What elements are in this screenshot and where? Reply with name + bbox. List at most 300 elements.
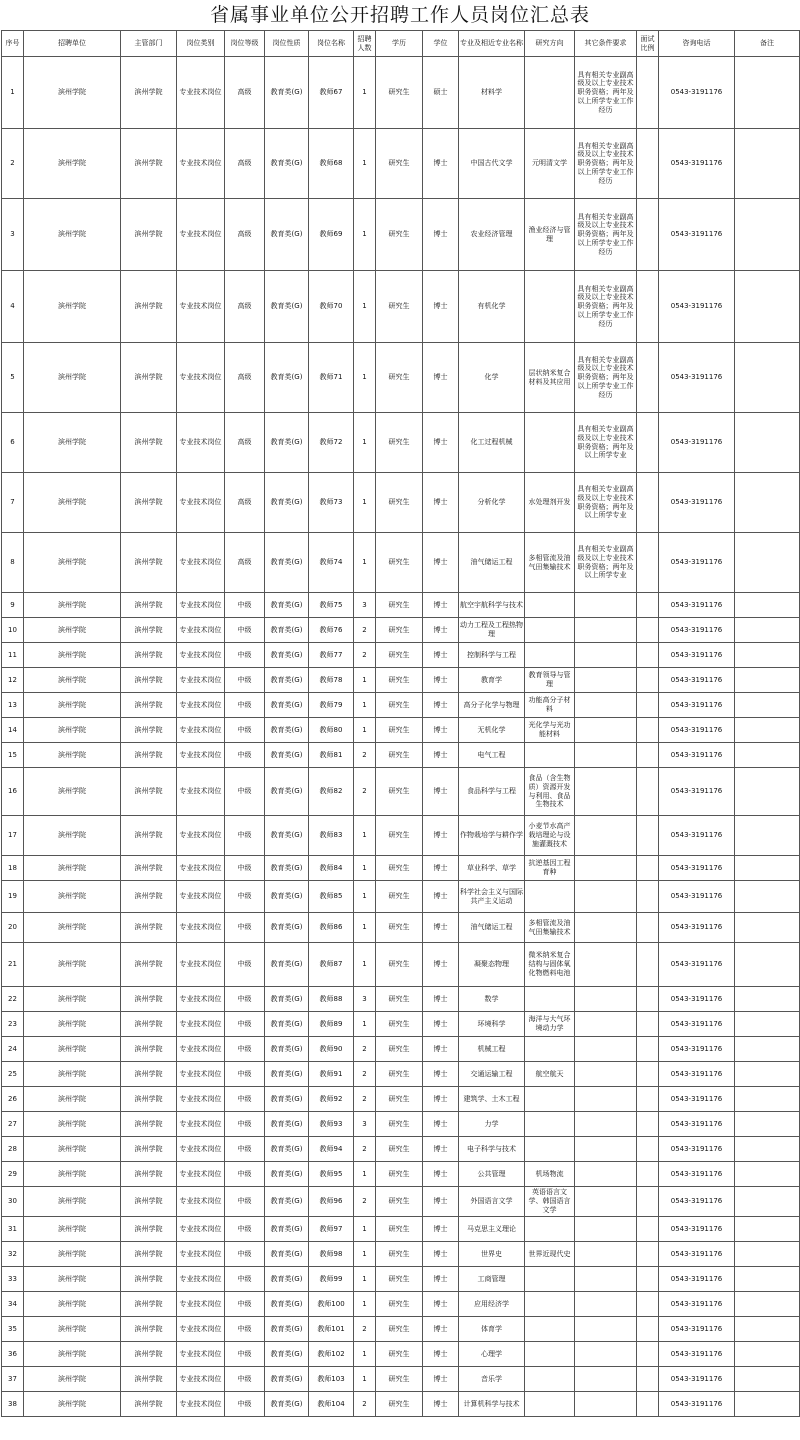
table-cell: 中级 [225, 1062, 265, 1087]
table-cell: 1 [354, 473, 376, 533]
table-cell: 中级 [225, 856, 265, 881]
table-cell: 23 [2, 1012, 24, 1037]
table-row [2, 1087, 800, 1112]
table-row [2, 743, 800, 768]
table-row [2, 1217, 800, 1242]
table-cell: 1 [354, 57, 376, 129]
table-cell: 食品（含生物质）资源开发与利用、食品生物技术 [525, 768, 575, 816]
table-cell: 滨州学院 [24, 816, 121, 856]
table-cell: 滨州学院 [121, 743, 177, 768]
table-cell: 1 [354, 1367, 376, 1392]
table-cell: 2 [2, 129, 24, 199]
table-row [2, 593, 800, 618]
table-cell: 1 [354, 1162, 376, 1187]
table-cell: 专业技术岗位 [177, 199, 225, 271]
table-cell: 博士 [423, 743, 459, 768]
table-cell: 博士 [423, 1087, 459, 1112]
table-cell: 研究生 [376, 816, 423, 856]
table-cell: 教师101 [309, 1317, 354, 1342]
table-cell: 0543-3191176 [659, 1342, 735, 1367]
table-cell: 专业技术岗位 [177, 1242, 225, 1267]
table-cell: 中级 [225, 987, 265, 1012]
table-cell: 1 [354, 533, 376, 593]
table-cell: 博士 [423, 987, 459, 1012]
table-cell: 研究生 [376, 1012, 423, 1037]
table-cell: 专业技术岗位 [177, 768, 225, 816]
table-cell: 高级 [225, 199, 265, 271]
table-cell: 研究生 [376, 881, 423, 913]
header-cell: 专业及相近专业名称 [459, 31, 525, 57]
table-cell: 22 [2, 987, 24, 1012]
table-cell: 滨州学院 [24, 129, 121, 199]
table-cell: 专业技术岗位 [177, 533, 225, 593]
table-cell: 数学 [459, 987, 525, 1012]
table-cell: 教育类(G) [265, 533, 309, 593]
table-cell: 0543-3191176 [659, 1267, 735, 1292]
table-cell: 中级 [225, 1137, 265, 1162]
table-cell: 35 [2, 1317, 24, 1342]
table-cell: 教育类(G) [265, 473, 309, 533]
header-cell: 面试比例 [637, 31, 659, 57]
table-cell: 功能高分子材料 [525, 693, 575, 718]
table-cell: 教师97 [309, 1217, 354, 1242]
table-cell: 教育类(G) [265, 271, 309, 343]
table-cell: 27 [2, 1112, 24, 1137]
table-cell: 滨州学院 [121, 816, 177, 856]
table-row [2, 881, 800, 913]
table-row [2, 1112, 800, 1137]
table-cell [525, 57, 575, 129]
table-cell: 机械工程 [459, 1037, 525, 1062]
table-cell: 博士 [423, 1242, 459, 1267]
table-row [2, 199, 800, 271]
table-cell: 滨州学院 [121, 129, 177, 199]
table-cell: 教育类(G) [265, 1367, 309, 1392]
table-cell: 计算机科学与技术 [459, 1392, 525, 1417]
table-cell: 7 [2, 473, 24, 533]
table-cell: 中级 [225, 1367, 265, 1392]
table-cell: 滨州学院 [24, 271, 121, 343]
table-cell: 教育类(G) [265, 768, 309, 816]
table-cell [575, 1187, 637, 1217]
table-cell [575, 1292, 637, 1317]
table-cell: 0543-3191176 [659, 668, 735, 693]
table-cell: 博士 [423, 473, 459, 533]
table-cell: 2 [354, 1317, 376, 1342]
table-cell: 研究生 [376, 199, 423, 271]
table-cell: 滨州学院 [121, 593, 177, 618]
table-cell: 教育类(G) [265, 1217, 309, 1242]
table-cell [735, 199, 800, 271]
table-cell: 中级 [225, 1012, 265, 1037]
table-cell: 教师81 [309, 743, 354, 768]
table-cell: 33 [2, 1267, 24, 1292]
table-row [2, 643, 800, 668]
table-cell: 具有相关专业副高级及以上专业技术职务资格；两年及以上所学专业工作经历 [575, 129, 637, 199]
table-cell: 交通运输工程 [459, 1062, 525, 1087]
table-cell: 2 [354, 1187, 376, 1217]
table-cell: 研究生 [376, 1062, 423, 1087]
table-cell: 教师79 [309, 693, 354, 718]
table-cell: 2 [354, 1137, 376, 1162]
table-cell: 世界近现代史 [525, 1242, 575, 1267]
table-cell: 2 [354, 1087, 376, 1112]
table-cell: 31 [2, 1217, 24, 1242]
table-cell: 3 [2, 199, 24, 271]
table-cell: 教育类(G) [265, 1012, 309, 1037]
table-cell: 滨州学院 [121, 57, 177, 129]
table-cell: 博士 [423, 343, 459, 413]
table-cell [575, 1242, 637, 1267]
table-cell: 1 [354, 816, 376, 856]
table-cell [575, 668, 637, 693]
table-cell: 滨州学院 [121, 987, 177, 1012]
table-cell: 中级 [225, 1162, 265, 1187]
table-cell: 研究生 [376, 413, 423, 473]
table-row [2, 57, 800, 129]
table-cell: 滨州学院 [121, 693, 177, 718]
table-cell: 1 [354, 1267, 376, 1292]
table-cell: 2 [354, 1062, 376, 1087]
table-cell: 教育类(G) [265, 943, 309, 987]
table-cell: 研究生 [376, 768, 423, 816]
table-cell: 研究生 [376, 913, 423, 943]
table-cell: 滨州学院 [24, 1087, 121, 1112]
table-cell: 滨州学院 [24, 668, 121, 693]
table-cell: 博士 [423, 1162, 459, 1187]
table-cell [525, 743, 575, 768]
table-cell: 博士 [423, 718, 459, 743]
table-cell: 多相管流及油气田集输技术 [525, 533, 575, 593]
table-cell: 研究生 [376, 57, 423, 129]
table-cell: 光化学与光功能材料 [525, 718, 575, 743]
table-cell: 分析化学 [459, 473, 525, 533]
table-cell: 0543-3191176 [659, 1012, 735, 1037]
table-cell: 博士 [423, 1367, 459, 1392]
table-cell: 专业技术岗位 [177, 943, 225, 987]
table-cell: 专业技术岗位 [177, 1012, 225, 1037]
table-cell: 滨州学院 [24, 1162, 121, 1187]
header-cell: 研究方向 [525, 31, 575, 57]
table-cell: 中级 [225, 1242, 265, 1267]
table-cell: 世界史 [459, 1242, 525, 1267]
table-cell: 1 [354, 943, 376, 987]
table-cell [735, 943, 800, 987]
table-cell: 教师76 [309, 618, 354, 643]
table-cell: 教育类(G) [265, 1292, 309, 1317]
table-cell: 教师67 [309, 57, 354, 129]
table-cell: 教师103 [309, 1367, 354, 1392]
table-cell: 无机化学 [459, 718, 525, 743]
table-cell [575, 718, 637, 743]
table-cell: 教育类(G) [265, 1267, 309, 1292]
table-cell [637, 668, 659, 693]
table-cell: 29 [2, 1162, 24, 1187]
table-cell [735, 1037, 800, 1062]
table-cell [637, 987, 659, 1012]
header-cell: 岗位性质 [265, 31, 309, 57]
table-cell: 专业技术岗位 [177, 1392, 225, 1417]
table-cell: 滨州学院 [121, 1392, 177, 1417]
table-cell: 专业技术岗位 [177, 1317, 225, 1342]
table-cell [735, 816, 800, 856]
table-cell: 滨州学院 [121, 1137, 177, 1162]
table-cell: 博士 [423, 593, 459, 618]
table-cell [575, 1012, 637, 1037]
table-cell: 2 [354, 618, 376, 643]
table-cell: 研究生 [376, 618, 423, 643]
table-cell: 滨州学院 [24, 1367, 121, 1392]
table-cell [525, 643, 575, 668]
table-cell: 28 [2, 1137, 24, 1162]
table-cell: 0543-3191176 [659, 718, 735, 743]
table-cell [735, 1187, 800, 1217]
table-cell: 中级 [225, 768, 265, 816]
table-cell: 滨州学院 [121, 1342, 177, 1367]
table-cell: 博士 [423, 1267, 459, 1292]
table-cell: 多相管流及油气田集输技术 [525, 913, 575, 943]
table-cell: 滨州学院 [121, 1112, 177, 1137]
table-cell: 博士 [423, 1037, 459, 1062]
table-cell [637, 343, 659, 413]
table-cell: 博士 [423, 943, 459, 987]
table-cell: 博士 [423, 1062, 459, 1087]
table-cell: 17 [2, 816, 24, 856]
table-cell: 专业技术岗位 [177, 618, 225, 643]
table-cell [637, 1037, 659, 1062]
table-cell: 教师94 [309, 1137, 354, 1162]
table-row [2, 618, 800, 643]
table-cell: 教育类(G) [265, 1162, 309, 1187]
table-cell [735, 987, 800, 1012]
table-cell [575, 768, 637, 816]
table-cell: 研究生 [376, 1267, 423, 1292]
table-row [2, 343, 800, 413]
table-cell: 专业技术岗位 [177, 743, 225, 768]
header-cell: 招聘人数 [354, 31, 376, 57]
table-cell: 中国古代文学 [459, 129, 525, 199]
table-cell: 1 [354, 856, 376, 881]
table-cell: 滨州学院 [121, 943, 177, 987]
table-cell: 专业技术岗位 [177, 1037, 225, 1062]
table-cell [637, 57, 659, 129]
table-cell: 中级 [225, 1187, 265, 1217]
table-cell: 0543-3191176 [659, 129, 735, 199]
table-cell: 研究生 [376, 129, 423, 199]
table-cell: 专业技术岗位 [177, 913, 225, 943]
table-cell: 教育类(G) [265, 1187, 309, 1217]
table-cell: 38 [2, 1392, 24, 1417]
table-cell: 0543-3191176 [659, 1037, 735, 1062]
table-cell: 控制科学与工程 [459, 643, 525, 668]
table-cell: 研究生 [376, 533, 423, 593]
table-cell: 研究生 [376, 1112, 423, 1137]
table-cell: 专业技术岗位 [177, 816, 225, 856]
table-cell [575, 881, 637, 913]
table-cell: 化学 [459, 343, 525, 413]
table-cell: 滨州学院 [24, 768, 121, 816]
table-cell: 博士 [423, 693, 459, 718]
table-cell: 研究生 [376, 856, 423, 881]
table-cell [637, 1292, 659, 1317]
table-cell: 滨州学院 [121, 913, 177, 943]
table-cell: 教师73 [309, 473, 354, 533]
table-cell: 有机化学 [459, 271, 525, 343]
table-cell [575, 1367, 637, 1392]
table-cell: 滨州学院 [24, 199, 121, 271]
table-row [2, 1292, 800, 1317]
table-cell [735, 593, 800, 618]
table-cell: 1 [354, 1242, 376, 1267]
table-cell: 研究生 [376, 1187, 423, 1217]
table-cell: 高级 [225, 413, 265, 473]
table-row [2, 768, 800, 816]
table-cell: 滨州学院 [121, 881, 177, 913]
table-cell: 博士 [423, 856, 459, 881]
table-cell: 0543-3191176 [659, 768, 735, 816]
table-cell: 专业技术岗位 [177, 987, 225, 1012]
table-cell: 博士 [423, 1012, 459, 1037]
table-cell: 滨州学院 [121, 271, 177, 343]
table-cell: 博士 [423, 913, 459, 943]
table-cell: 中级 [225, 1087, 265, 1112]
table-cell: 力学 [459, 1112, 525, 1137]
table-cell: 博士 [423, 1187, 459, 1217]
table-cell: 教师90 [309, 1037, 354, 1062]
table-cell: 教师70 [309, 271, 354, 343]
table-cell: 教师85 [309, 881, 354, 913]
table-cell: 1 [2, 57, 24, 129]
table-cell: 8 [2, 533, 24, 593]
table-cell: 0543-3191176 [659, 593, 735, 618]
table-cell [575, 1392, 637, 1417]
header-cell: 序号 [2, 31, 24, 57]
table-cell [575, 943, 637, 987]
table-cell: 中级 [225, 1267, 265, 1292]
table-row [2, 473, 800, 533]
table-cell: 中级 [225, 1112, 265, 1137]
table-cell: 教师74 [309, 533, 354, 593]
table-cell [637, 413, 659, 473]
table-cell: 1 [354, 129, 376, 199]
table-cell: 6 [2, 413, 24, 473]
table-cell: 中级 [225, 1392, 265, 1417]
table-cell [637, 1112, 659, 1137]
table-cell: 抗逆基因工程育种 [525, 856, 575, 881]
table-cell: 0543-3191176 [659, 413, 735, 473]
table-cell: 滨州学院 [121, 1012, 177, 1037]
table-cell [735, 743, 800, 768]
table-cell [575, 1267, 637, 1292]
table-row [2, 533, 800, 593]
table-cell [575, 1342, 637, 1367]
table-row [2, 1062, 800, 1087]
page-title: 省属事业单位公开招聘工作人员岗位汇总表 [209, 4, 590, 26]
table-cell [525, 593, 575, 618]
table-cell: 教师83 [309, 816, 354, 856]
table-cell: 教育类(G) [265, 1242, 309, 1267]
table-cell: 教师87 [309, 943, 354, 987]
table-cell [735, 718, 800, 743]
table-cell: 教师86 [309, 913, 354, 943]
table-cell: 滨州学院 [121, 1242, 177, 1267]
table-cell [735, 343, 800, 413]
table-cell: 滨州学院 [24, 1037, 121, 1062]
table-cell: 0543-3191176 [659, 987, 735, 1012]
table-cell: 音乐学 [459, 1367, 525, 1392]
table-cell: 0543-3191176 [659, 533, 735, 593]
table-cell: 1 [354, 343, 376, 413]
table-cell: 2 [354, 743, 376, 768]
table-cell: 教育类(G) [265, 1342, 309, 1367]
table-cell [735, 1367, 800, 1392]
table-cell: 16 [2, 768, 24, 816]
table-cell: 博士 [423, 1342, 459, 1367]
table-row [2, 816, 800, 856]
table-cell: 教育类(G) [265, 1062, 309, 1087]
table-cell: 具有相关专业副高级及以上专业技术职务资格；两年及以上所学专业工作经历 [575, 343, 637, 413]
table-cell: 滨州学院 [24, 1112, 121, 1137]
table-cell: 中级 [225, 718, 265, 743]
table-row [2, 1162, 800, 1187]
table-cell: 专业技术岗位 [177, 343, 225, 413]
table-cell [637, 1187, 659, 1217]
table-row [2, 1187, 800, 1217]
table-cell: 教育类(G) [265, 57, 309, 129]
table-cell: 中级 [225, 693, 265, 718]
table-cell: 研究生 [376, 1087, 423, 1112]
table-cell [735, 1217, 800, 1242]
table-cell: 教育类(G) [265, 1392, 309, 1417]
table-cell: 36 [2, 1342, 24, 1367]
table-cell: 19 [2, 881, 24, 913]
table-cell: 教师93 [309, 1112, 354, 1137]
table-cell: 专业技术岗位 [177, 693, 225, 718]
table-cell: 凝聚态物理 [459, 943, 525, 987]
table-cell: 0543-3191176 [659, 1187, 735, 1217]
table-cell: 研究生 [376, 1392, 423, 1417]
table-cell: 专业技术岗位 [177, 1162, 225, 1187]
table-cell: 电气工程 [459, 743, 525, 768]
table-cell: 0543-3191176 [659, 1217, 735, 1242]
table-cell: 0543-3191176 [659, 743, 735, 768]
table-cell: 教师71 [309, 343, 354, 413]
table-cell: 滨州学院 [24, 1267, 121, 1292]
table-cell: 博士 [423, 129, 459, 199]
table-cell: 滨州学院 [24, 856, 121, 881]
table-cell: 0543-3191176 [659, 343, 735, 413]
table-cell: 博士 [423, 668, 459, 693]
table-cell: 研究生 [376, 718, 423, 743]
table-cell: 教师77 [309, 643, 354, 668]
table-cell [525, 618, 575, 643]
table-cell: 滨州学院 [24, 1317, 121, 1342]
header-cell: 岗位名称 [309, 31, 354, 57]
table-cell: 外国语言文学 [459, 1187, 525, 1217]
table-cell: 0543-3191176 [659, 881, 735, 913]
table-cell: 中级 [225, 816, 265, 856]
table-cell: 1 [354, 199, 376, 271]
table-cell: 研究生 [376, 593, 423, 618]
table-cell: 中级 [225, 743, 265, 768]
table-cell: 滨州学院 [24, 618, 121, 643]
table-cell [637, 129, 659, 199]
table-cell: 滨州学院 [24, 718, 121, 743]
table-cell: 博士 [423, 768, 459, 816]
table-row [2, 1037, 800, 1062]
table-cell: 中级 [225, 943, 265, 987]
table-cell: 博士 [423, 1137, 459, 1162]
